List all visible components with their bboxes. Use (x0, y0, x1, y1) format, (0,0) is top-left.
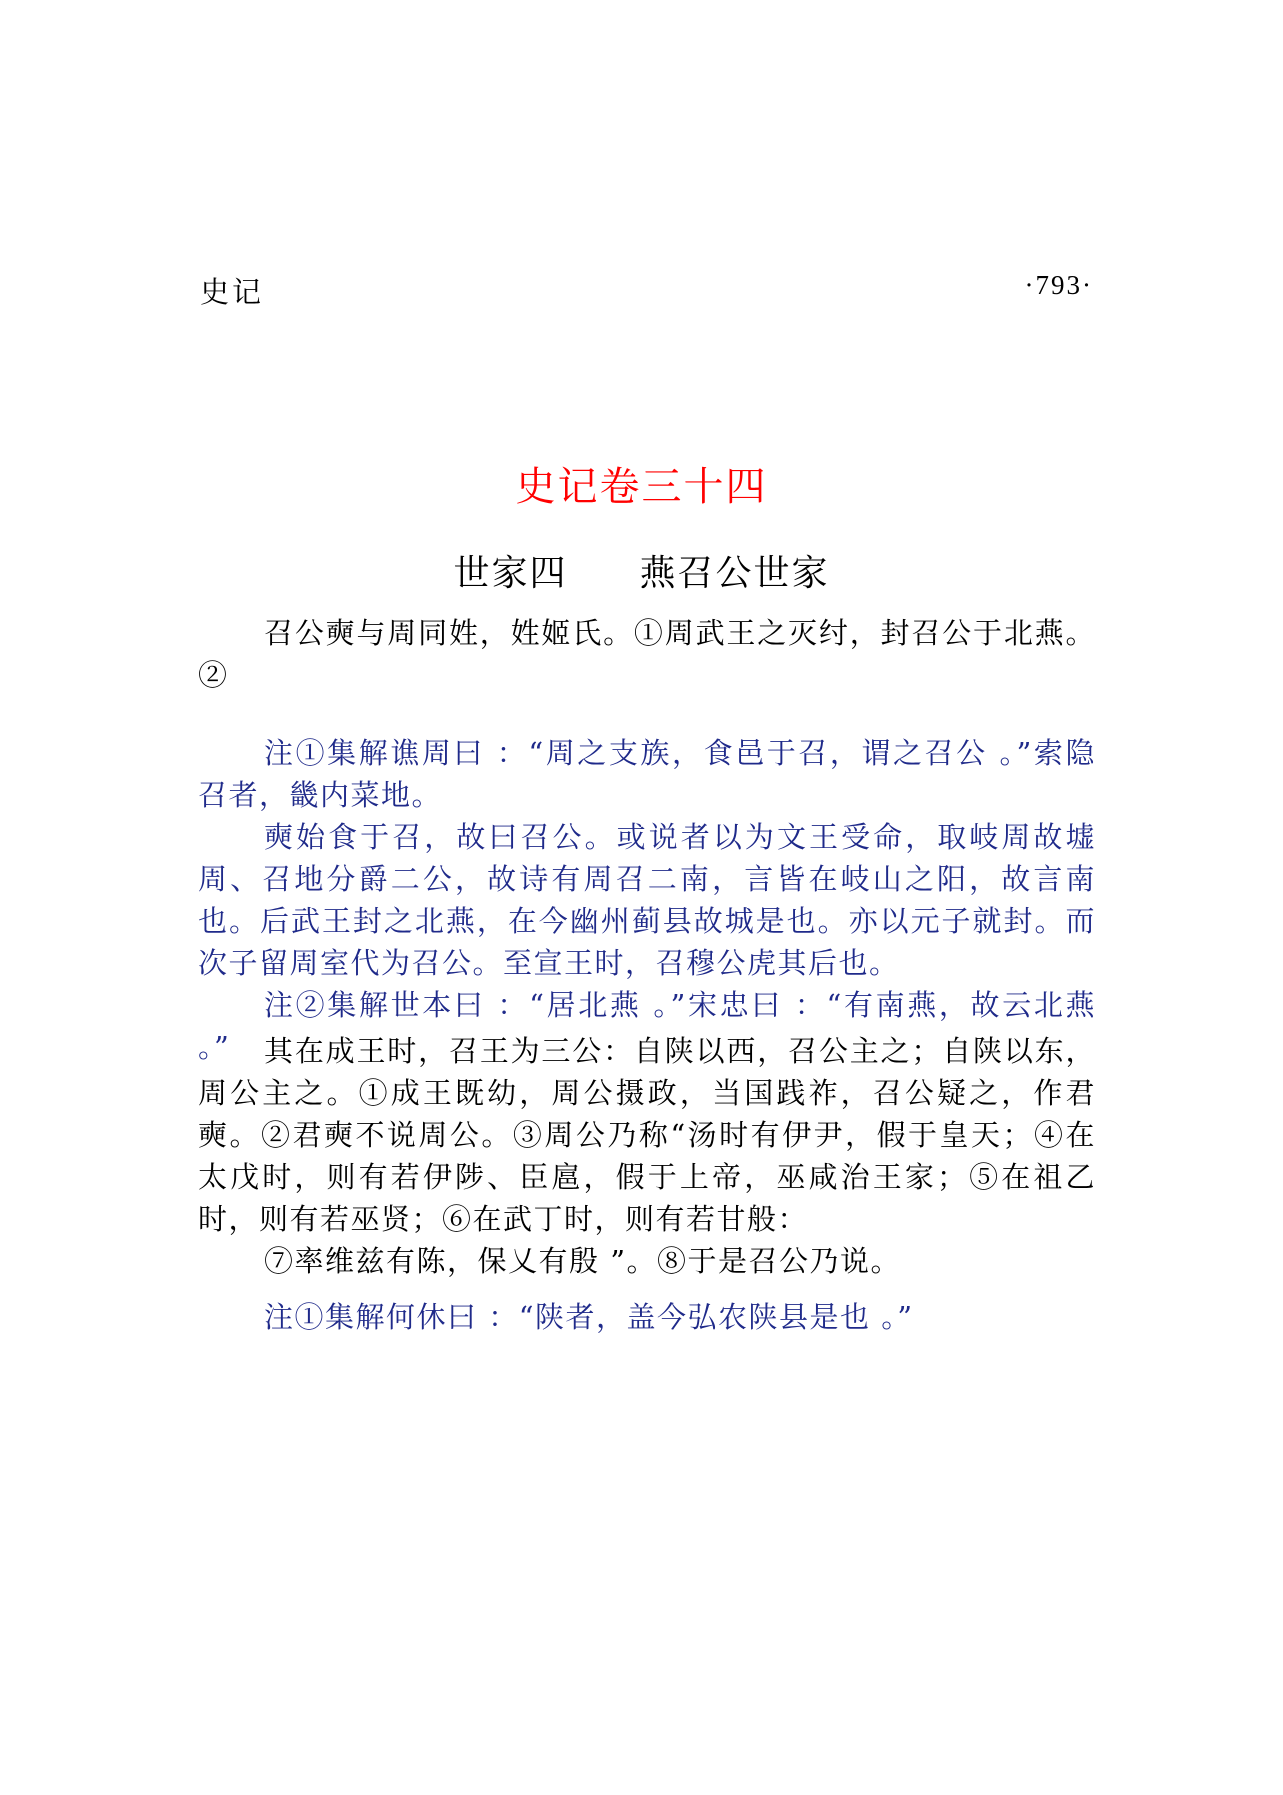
annotation-paragraph: 奭始食于召，故曰召公。或说者以为文王受命，取岐周故墟周、召地分爵二公，故诗有周召二南，言皆在岐山之阳，故言南也。后武王封之北燕，在今幽州蓟县故城是也。亦以元子就封。而次子留周室代为召公。至宣王时，召穆公虎其后也。 (198, 820, 1096, 980)
annotation-block-2 (198, 1296, 1096, 1338)
main-text-block-2 (198, 1030, 1096, 1282)
running-header-book-title: 史记 (200, 275, 265, 309)
main-text-block-1 (198, 612, 1096, 696)
body-paragraph: 其在成王时，召王为三公：自陕以西，召公主之；自陕以东，周公主之。①成王既幼，周公摄政，当国践祚，召公疑之，作君奭。②君奭不说周公。③周公乃称“汤时有伊尹，假于皇天；④在太戊时，则有若伊陟、臣扈，假于上帝，巫咸治王家；⑤在祖乙时，则有若巫贤；⑥在武丁时，则有若甘般： (198, 1034, 1096, 1236)
chapter-series-label: 世家四 (453, 553, 568, 594)
page-number: ·793· (1024, 270, 1093, 300)
annotation-paragraph: 注②集解世本曰 ：“居北燕 。”宋忠曰 ：“有南燕，故云北燕 。” (198, 988, 1096, 1064)
annotation-block-1 (198, 732, 1096, 1068)
chapter-name: 燕召公世家 (639, 553, 830, 594)
body-paragraph: 召公奭与周同姓，姓姬氏。①周武王之灭纣，封召公于北燕。② (198, 616, 1096, 692)
chapter-title (0, 545, 1283, 596)
volume-title: 史记卷三十四 (515, 464, 768, 510)
body-paragraph: ⑦率维兹有陈，保乂有殷 ”。⑧于是召公乃说。 (264, 1244, 902, 1278)
annotation-paragraph: 注①集解何休曰 ：“陕者，盖今弘农陕县是也 。” (264, 1300, 914, 1334)
annotation-paragraph: 注①集解谯周曰 ：“周之支族，食邑于召，谓之召公 。”索隐召者，畿内菜地。 (198, 736, 1096, 812)
